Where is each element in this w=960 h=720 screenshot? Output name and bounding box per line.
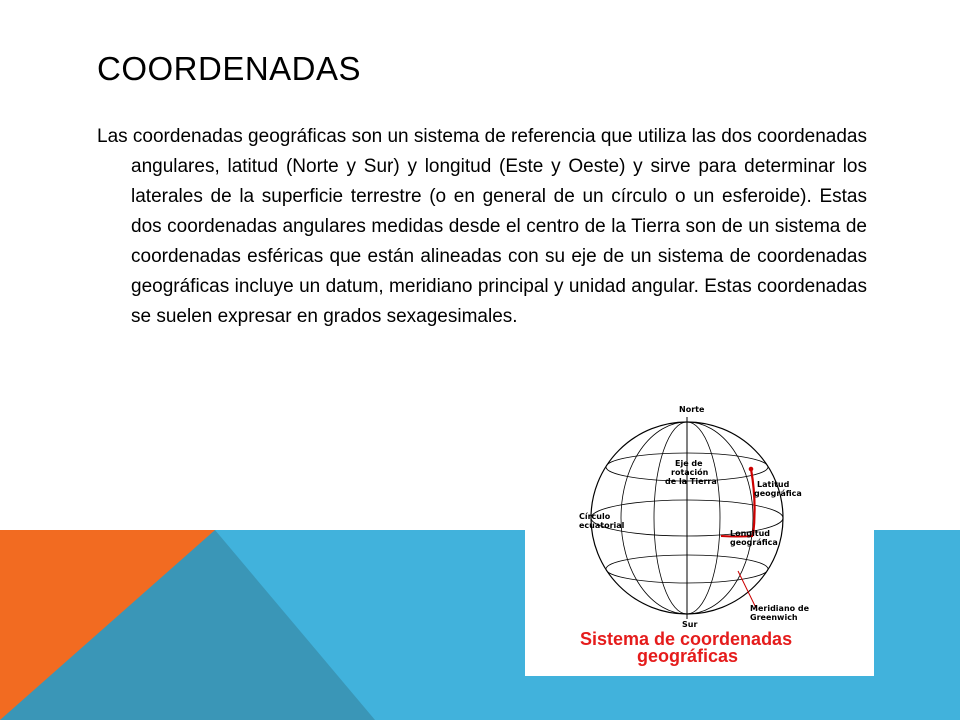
label-axis-1: Eje de xyxy=(675,459,703,468)
latitude-point xyxy=(749,467,754,472)
label-longitude-2: geográfica xyxy=(730,538,778,547)
slide-title: COORDENADAS xyxy=(97,50,362,87)
label-equator-2: ecuatorial xyxy=(579,521,625,530)
label-greenwich-2: Greenwich xyxy=(750,613,798,622)
slide-body-text: Las coordenadas geográficas son un sistema de referencia que utiliza las dos coordenadas angulares, latitud (Norte y Sur) y longitud (Este y Oeste) y sirve para determinar los laterales de la superficie terrestre (o en general de un círculo o un esferoide). Estas dos coordenadas angulares medidas desde el centro de la Tierra son de un sistema de coordenadas esféricas que están alineadas con su eje de un sistema de coordenadas geográficas incluye un datum, meridiano principal y unidad angular. Estas coordenadas se suelen expresar en grados sexagesimales. xyxy=(97,126,867,327)
label-south: Sur xyxy=(682,620,698,629)
label-axis-2: rotación xyxy=(671,468,709,477)
label-latitude-2: geográfica xyxy=(754,489,802,498)
figure-caption-line2: geográficas xyxy=(637,646,739,666)
label-north: Norte xyxy=(679,405,705,414)
label-greenwich-1: Meridiano de xyxy=(750,604,810,613)
globe-diagram xyxy=(525,393,874,676)
figure-caption-line1: Sistema de coordenadas xyxy=(580,629,793,649)
label-latitude-1: Latitud xyxy=(757,480,790,489)
coordinates-figure xyxy=(525,393,874,676)
label-equator-1: Círculo xyxy=(579,512,611,521)
label-axis-3: de la Tierra xyxy=(665,477,717,486)
label-longitude-1: Longitud xyxy=(730,529,771,538)
